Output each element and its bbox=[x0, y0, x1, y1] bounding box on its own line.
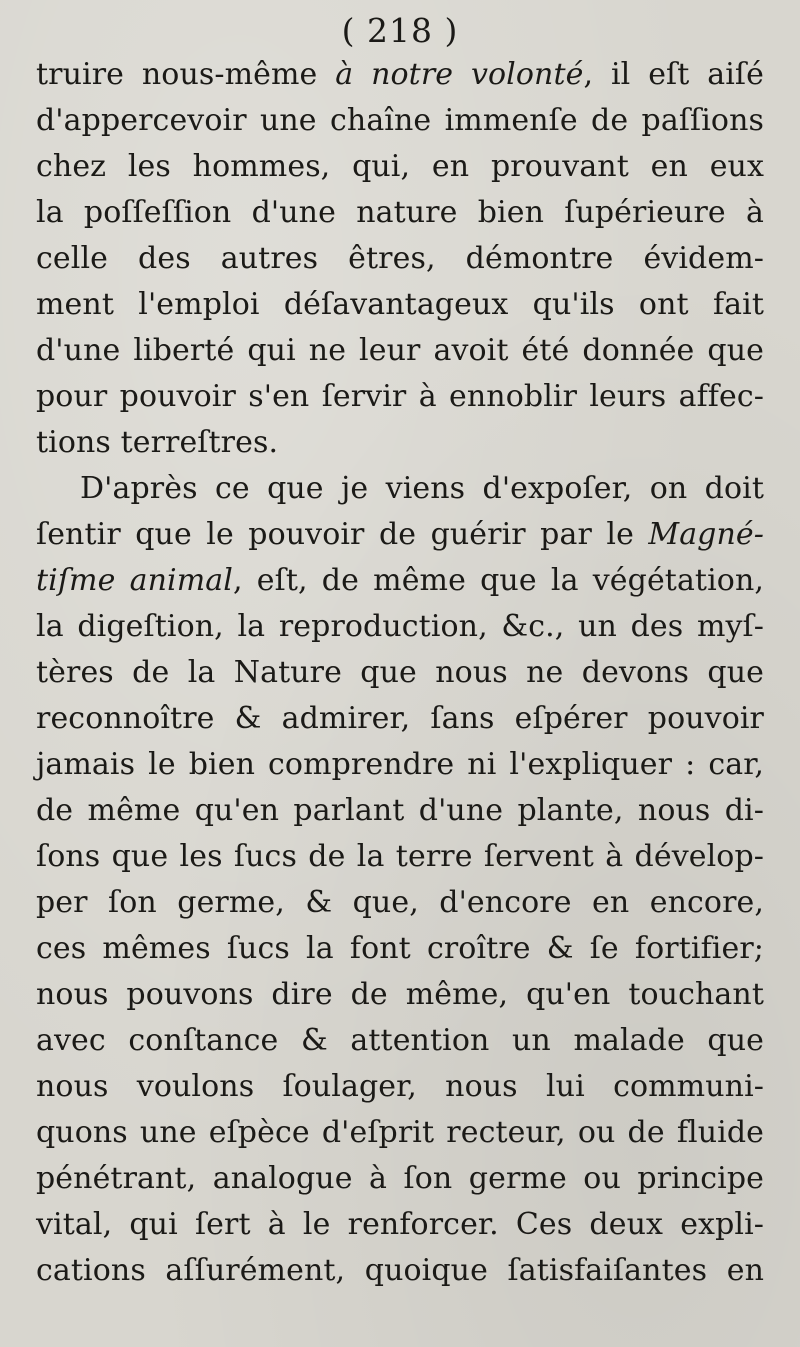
body-text bbox=[36, 52, 764, 1294]
text-segment: , il eſt aiſé bbox=[583, 57, 764, 92]
text-segment: cations aſſurément, quoique ſatisfaiſantes en bbox=[36, 1253, 764, 1288]
text-segment: nous voulons ſoulager, nous lui communi- bbox=[36, 1069, 764, 1104]
text-line bbox=[36, 1110, 764, 1156]
text-line bbox=[36, 98, 764, 144]
text-line bbox=[36, 282, 764, 328]
text-line bbox=[36, 144, 764, 190]
text-segment: d'appercevoir une chaîne immenſe de paſſions bbox=[36, 103, 764, 138]
text-segment: tions terreſtres. bbox=[36, 425, 279, 460]
text-segment: pénétrant, analogue à ſon germe ou principe bbox=[36, 1161, 764, 1196]
text-line bbox=[36, 972, 764, 1018]
text-line bbox=[36, 420, 764, 466]
text-segment: ment l'emploi déſavantageux qu'ils ont fait bbox=[36, 287, 764, 322]
text-segment: ſentir que le pouvoir de guérir par le bbox=[36, 517, 649, 552]
text-line bbox=[36, 190, 764, 236]
text-line bbox=[36, 1202, 764, 1248]
text-segment: d'une liberté qui ne leur avoit été donnée que bbox=[36, 333, 764, 368]
text-segment: nous pouvons dire de même, qu'en touchant bbox=[36, 977, 764, 1012]
text-segment: jamais le bien comprendre ni l'expliquer : car, bbox=[36, 747, 764, 782]
text-line bbox=[36, 604, 764, 650]
text-segment: la poſſeſſion d'une nature bien ſupérieure à bbox=[36, 195, 764, 230]
text-line bbox=[36, 374, 764, 420]
text-line bbox=[36, 1064, 764, 1110]
text-line bbox=[36, 1018, 764, 1064]
text-line bbox=[36, 1156, 764, 1202]
text-line bbox=[36, 788, 764, 834]
text-segment: tères de la Nature que nous ne devons que bbox=[36, 655, 764, 690]
text-line bbox=[36, 926, 764, 972]
text-segment: vital, qui ſert à le renforcer. Ces deux expli- bbox=[36, 1207, 764, 1242]
text-segment: D'après ce que je viens d'expoſer, on doit bbox=[80, 471, 764, 506]
text-segment: pour pouvoir s'en ſervir à ennoblir leurs affec- bbox=[36, 379, 764, 414]
text-segment: quons une eſpèce d'eſprit recteur, ou de fluide bbox=[36, 1115, 764, 1150]
text-segment: chez les hommes, qui, en prouvant en eux bbox=[36, 149, 764, 184]
text-segment: la digeſtion, la reproduction, &c., un des myſ- bbox=[36, 609, 764, 644]
text-segment: de même qu'en parlant d'une plante, nous di- bbox=[36, 793, 764, 828]
text-line bbox=[36, 466, 764, 512]
text-line bbox=[36, 880, 764, 926]
italic-text-segment: Magné- bbox=[648, 517, 764, 552]
text-segment: ſons que les ſucs de la terre ſervent à dévelop- bbox=[36, 839, 764, 874]
text-line bbox=[36, 52, 764, 98]
text-segment: truire nous-même bbox=[36, 57, 336, 92]
text-segment: reconnoître & admirer, ſans eſpérer pouvoir bbox=[36, 701, 764, 736]
text-line bbox=[36, 236, 764, 282]
italic-text-segment: tiſme animal bbox=[36, 563, 233, 598]
text-segment: per ſon germe, & que, d'encore en encore, bbox=[36, 885, 764, 920]
text-line bbox=[36, 328, 764, 374]
text-line bbox=[36, 650, 764, 696]
text-segment: avec conſtance & attention un malade que bbox=[36, 1023, 764, 1058]
text-line bbox=[36, 1248, 764, 1294]
text-segment: ces mêmes ſucs la font croître & ſe fortifier; bbox=[36, 931, 764, 966]
text-line bbox=[36, 558, 764, 604]
text-segment: , eſt, de même que la végétation, bbox=[232, 563, 765, 598]
text-line bbox=[36, 512, 764, 558]
text-line bbox=[36, 696, 764, 742]
italic-text-segment: à notre volonté bbox=[335, 57, 584, 92]
text-segment: celle des autres êtres, démontre évidem- bbox=[36, 241, 764, 276]
text-line bbox=[36, 834, 764, 880]
text-line bbox=[36, 742, 764, 788]
page-number: ( 218 ) bbox=[341, 11, 459, 50]
